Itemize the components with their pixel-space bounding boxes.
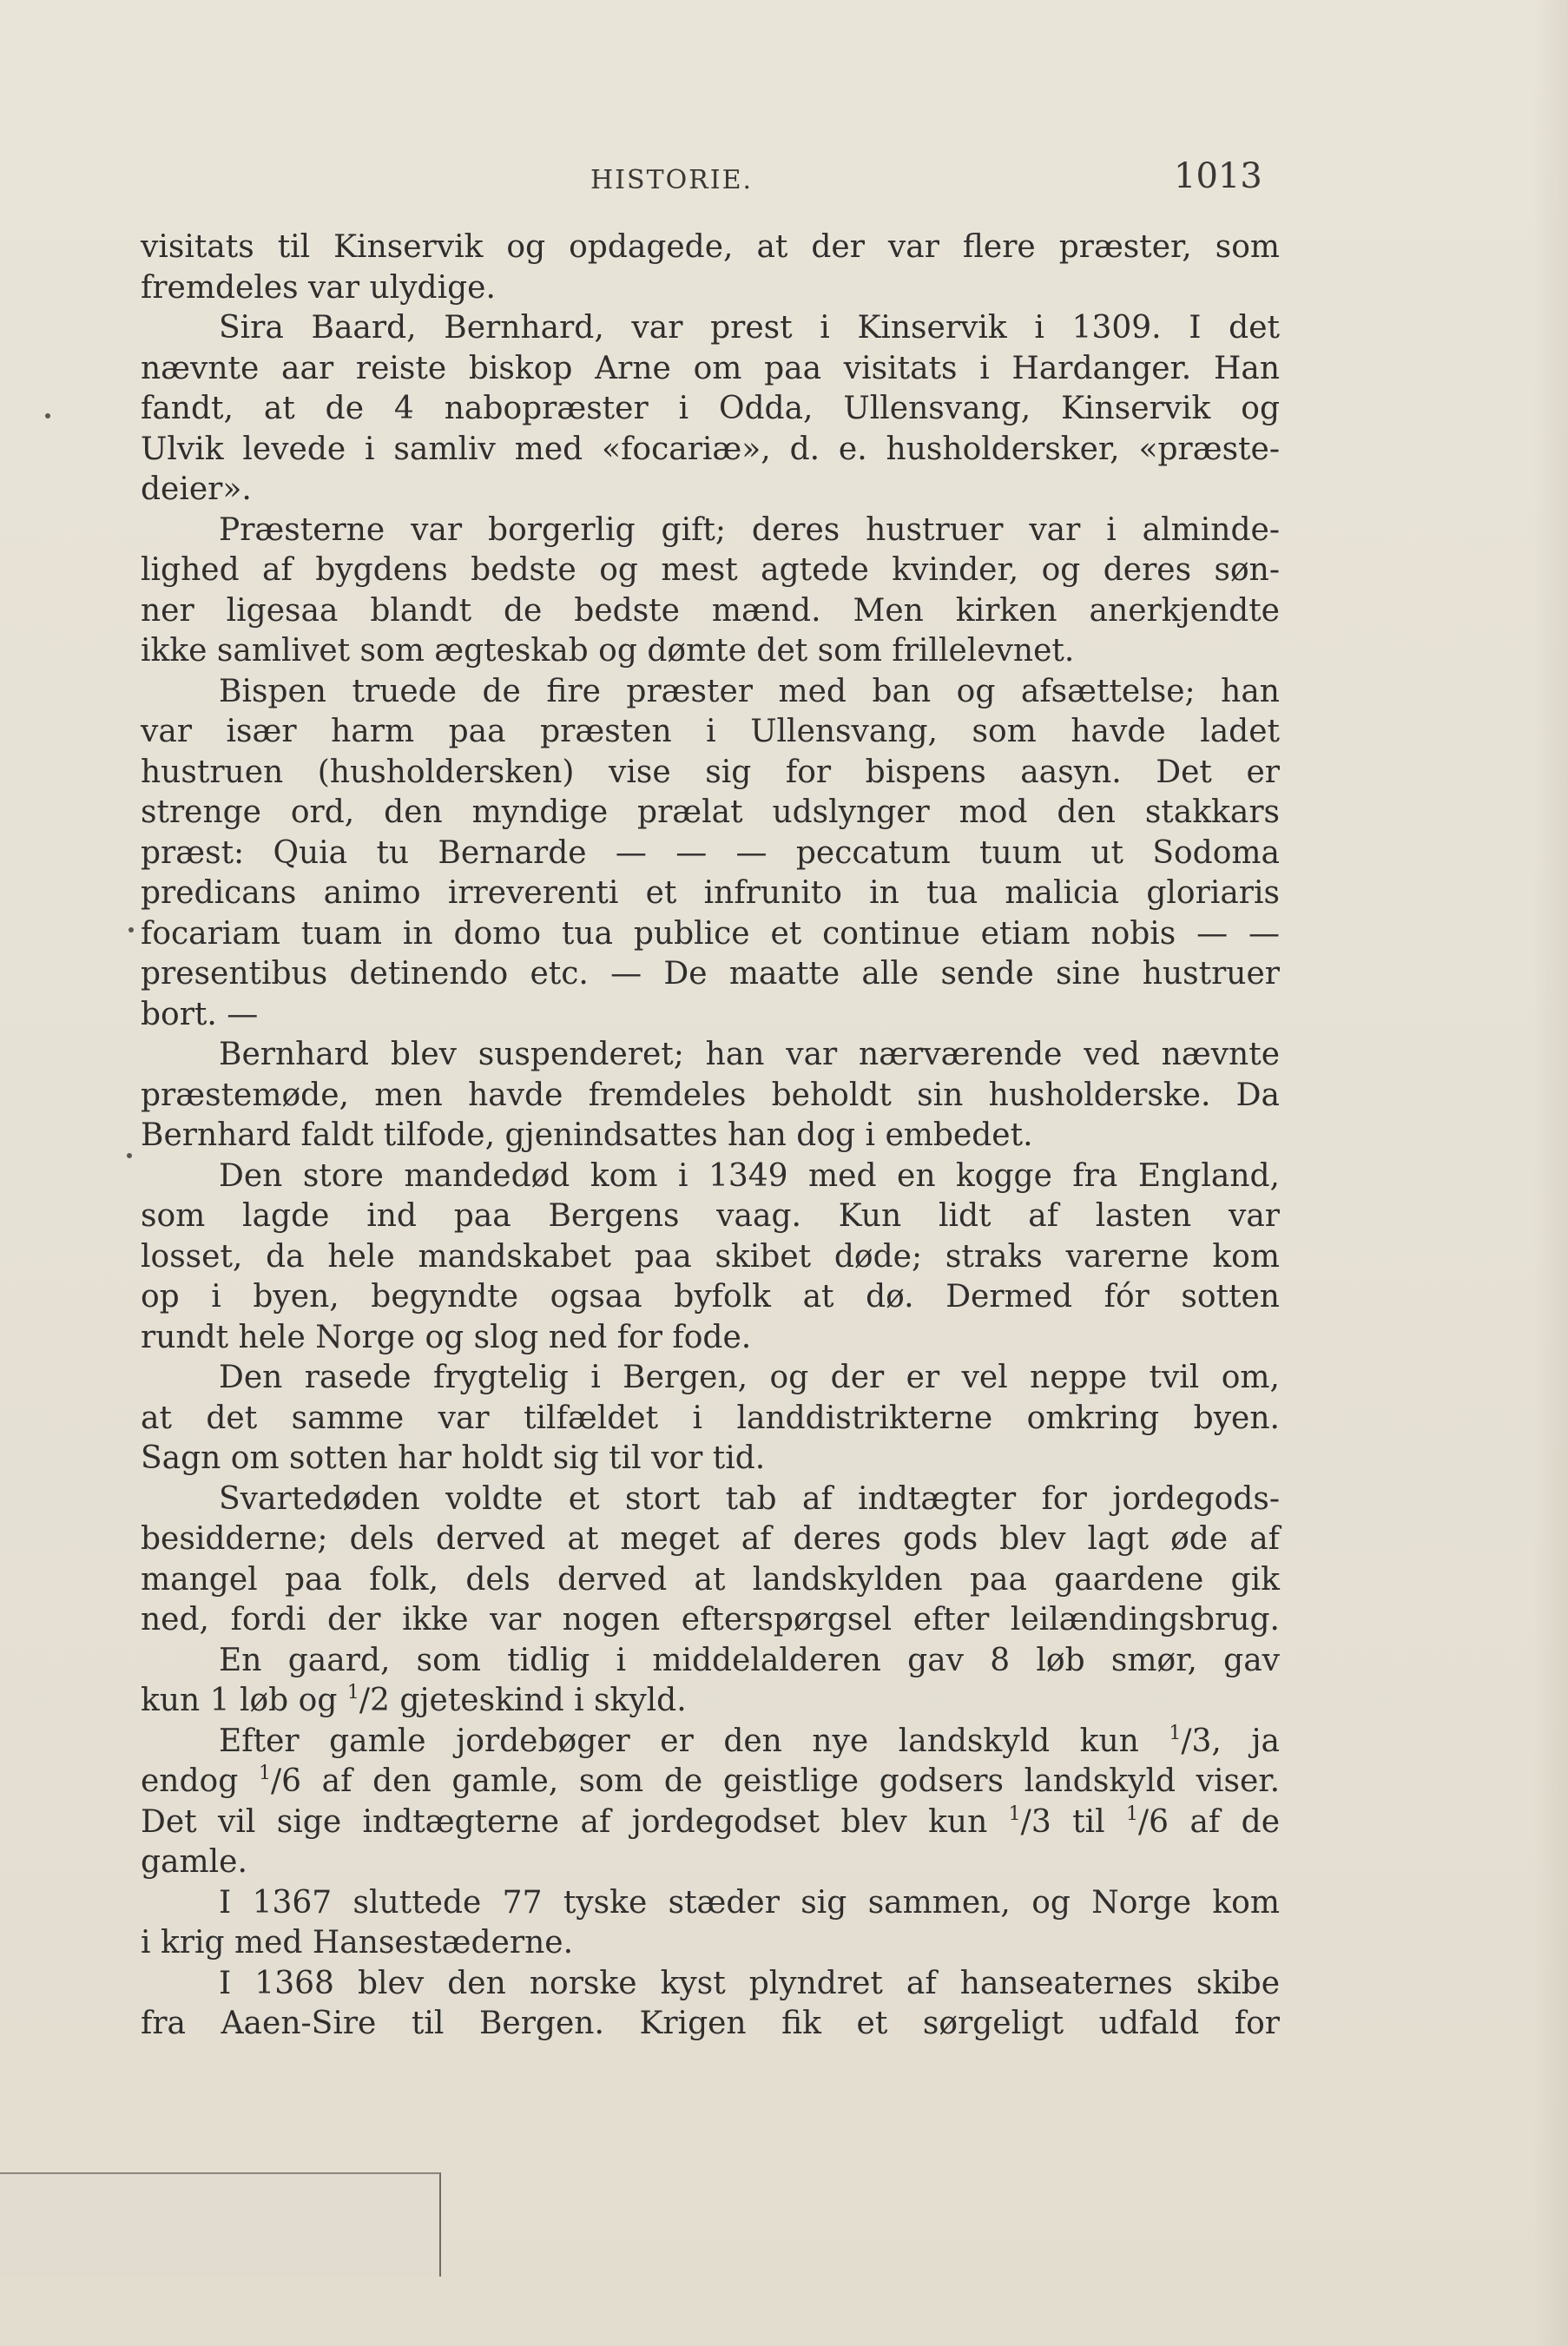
text-line: fra Aaen-Sire til Bergen. Krigen fik et sørgeligt udfald for — [141, 2006, 1280, 2041]
text-line: gamle. — [141, 1844, 247, 1880]
running-head: HISTORIE. — [590, 165, 754, 195]
text-line: Sagn om sotten har holdt sig til vor tid. — [141, 1440, 766, 1476]
text-line: hustruen (husholdersken) vise sig for bispens aasyn. Det er — [141, 754, 1280, 790]
text-line: losset, da hele mandskabet paa skibet døde; straks varerne kom — [141, 1238, 1280, 1275]
text-line: lighed af bygdens bedste og mest agtede kvinder, og deres søn- — [141, 552, 1280, 588]
text-line-fraction: endog $^1$/6 af den gamle, som de geistlige godsers landskyld viser. — [141, 1763, 1281, 1799]
text-line: presentibus detinendo etc. — De maatte alle sende sine hustruer — [141, 956, 1280, 992]
text-line: mangel paa folk, dels derved at landskylden paa gaardene gik — [141, 1561, 1280, 1598]
text-line: var især harm paa præsten i Ullensvang, som havde ladet — [141, 714, 1280, 749]
text-line: i krig med Hansestæderne. — [141, 1925, 574, 1960]
text-line: op i byen, begyndte ogsaa byfolk at dø. Dermed fór sotten — [141, 1279, 1280, 1315]
text-line: fandt, at de 4 nabopræster i Odda, Ullensvang, Kinservik og — [141, 391, 1280, 426]
text-line: ner ligesaa blandt de bedste mænd. Men kirken anerkjendte — [141, 592, 1280, 629]
text-line: I 1367 sluttede 77 tyske stæder sig sammen, og Norge kom — [219, 1884, 1280, 1921]
page-header — [0, 156, 1568, 208]
text-line: Sira Baard, Bernhard, var prest i Kinservik i 1309. I det — [219, 310, 1280, 346]
text-line: Bernhard faldt tilfode, gjenindsattes han dog i embedet. — [141, 1117, 1033, 1153]
text-line: Præsterne var borgerlig gift; deres hustruer var i alminde- — [219, 511, 1280, 548]
text-line-fraction: Det vil sige indtægterne af jordegodset blev kun $^1$/3 til $^1$/6 af de — [141, 1802, 1280, 1840]
text-line: fremdeles var ulydige. — [141, 269, 496, 306]
text-line: Den store mandedød kom i 1349 med en kogge fra England, — [219, 1157, 1280, 1194]
text-line: Bispen truede de fire præster med ban og afsættelse; han — [219, 673, 1280, 709]
text-line: rundt hele Norge og slog ned for fode. — [141, 1319, 752, 1355]
text-line: nævnte aar reiste biskop Arne om paa visitats i Hardanger. Han — [141, 350, 1280, 386]
bottom-frame — [0, 2172, 441, 2277]
text-line: I 1368 blev den norske kyst plyndret af hanseaternes skibe — [219, 1965, 1280, 2001]
text-line: Ulvik levede i samliv med «focariæ», d. e. husholdersker, «præste- — [141, 431, 1280, 467]
margin-speck — [45, 413, 50, 418]
body-text — [141, 227, 1280, 2045]
text-line: som lagde ind paa Bergens vaag. Kun lidt af lasten var — [141, 1198, 1280, 1234]
text-line: besidderne; dels derved at meget af deres gods blev lagt øde af — [141, 1521, 1280, 1557]
text-line: ned, fordi der ikke var nogen efterspørgsel efter leilændingsbrug. — [141, 1602, 1280, 1638]
text-line: præstemøde, men havde fremdeles beholdt sin husholderske. Da — [141, 1077, 1280, 1113]
text-line-fraction: Efter gamle jordebøger er den nye landskyld kun $^1$/3, ja — [219, 1722, 1280, 1759]
page-number: 1013 — [1174, 156, 1262, 196]
margin-speck — [127, 1153, 132, 1158]
text-line: at det samme var tilfældet i landdistrikterne omkring byen. — [141, 1400, 1280, 1436]
text-line: strenge ord, den myndige prælat udslynger mod den stakkars — [141, 794, 1280, 830]
text-line: visitats til Kinservik og opdagede, at der var flere præster, som — [141, 229, 1280, 265]
text-line: præst: Quia tu Bernarde — — — peccatum tuum ut Sodoma — [141, 834, 1280, 871]
text-line: predicans animo irreverenti et infrunito in tua malicia gloriaris — [141, 875, 1280, 911]
text-line: Bernhard blev suspenderet; han var nærværende ved nævnte — [219, 1037, 1280, 1072]
text-line: ikke samlivet som ægteskab og dømte det som frillelevnet. — [141, 633, 1075, 669]
text-line: deier». — [141, 471, 252, 507]
text-line-fraction: kun 1 løb og $^1$/2 gjeteskind i skyld. — [141, 1682, 687, 1718]
text-line: bort. — — [141, 996, 259, 1032]
margin-speck — [128, 927, 134, 932]
page-edge-shadow — [1533, 0, 1568, 2346]
text-line: Den rasede frygtelig i Bergen, og der er vel neppe tvil om, — [219, 1360, 1280, 1395]
text-line: Svartedøden voldte et stort tab af indtægter for jordegods- — [219, 1480, 1280, 1517]
text-line: focariam tuam in domo tua publice et continue etiam nobis — — — [141, 915, 1280, 952]
text-line: En gaard, som tidlig i middelalderen gav 8 løb smør, gav — [219, 1642, 1280, 1678]
